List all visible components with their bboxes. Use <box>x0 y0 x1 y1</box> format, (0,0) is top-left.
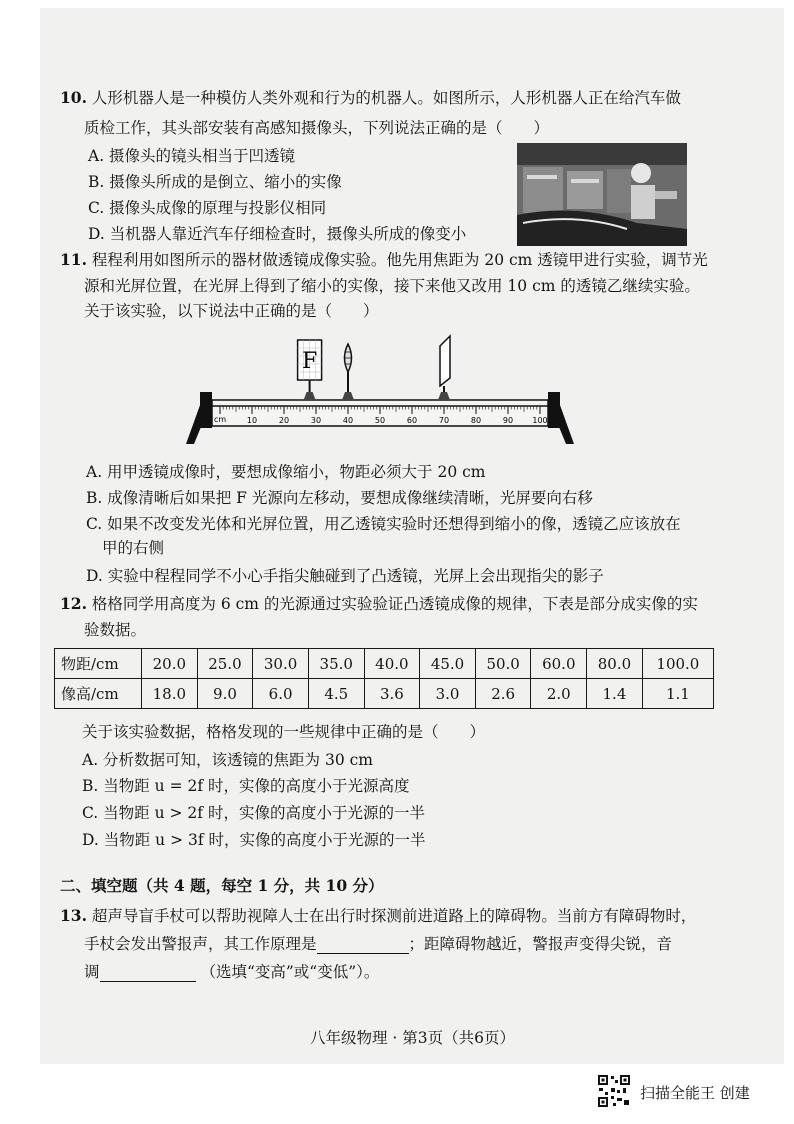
ruler-tick-label: 90 <box>502 416 514 425</box>
table-cell: 45.0 <box>420 649 476 679</box>
section-2-title: 二、填空题（共 4 题，每空 1 分，共 10 分） <box>60 876 384 895</box>
ruler-tick-label: 100 <box>532 416 548 425</box>
ruler-tick-label: 10 <box>246 416 258 425</box>
q11-stem-line2: 源和光屏位置，在光屏上得到了缩小的实像，接下来他又改用 10 cm 的透镜乙继续实验。 <box>84 277 700 295</box>
q12-option-a: A. 分析数据可知，该透镜的焦距为 30 cm <box>82 751 374 769</box>
table-row-object-distance <box>55 649 714 679</box>
q13-stem-line3 <box>84 962 379 982</box>
q11-number: 11. <box>60 250 87 269</box>
q12-option-c: C. 当物距 u > 2f 时，实像的高度小于光源的一半 <box>82 804 425 822</box>
q13-blank-1[interactable] <box>317 937 409 954</box>
ruler-tick-label: 50 <box>374 416 386 425</box>
q13-text-2b: ；距障碍物越近，警报声变得尖锐，音 <box>408 935 673 953</box>
q13-text-3b: （选填“变高”或“变低”）。 <box>200 963 380 981</box>
table-header-object-distance: 物距/cm <box>55 649 142 679</box>
table-cell: 3.6 <box>364 679 420 709</box>
q13-number: 13. <box>60 906 87 925</box>
q12-stem-line3: 关于该实验数据，格格发现的一些规律中正确的是（ ） <box>82 723 486 741</box>
q13-stem-text1: 超声导盲手杖可以帮助视障人士在出行时探测前进道路上的障碍物。当前方有障碍物时， <box>91 907 697 925</box>
table-cell: 3.0 <box>420 679 476 709</box>
q11-option-d: D. 实验中程程同学不小心手指尖触碰到了凸透镜，光屏上会出现指尖的影子 <box>86 567 604 585</box>
robot-inspection-photo <box>517 143 687 246</box>
q13-text-2a: 手杖会发出警报声，其工作原理是 <box>84 935 317 953</box>
q11-option-b: B. 成像清晰后如果把 F 光源向左移动，要想成像继续清晰，光屏要向右移 <box>86 489 593 507</box>
q10-stem-text1: 人形机器人是一种模仿人类外观和行为的机器人。如图所示，人形机器人正在给汽车做 <box>91 89 681 107</box>
light-source-holder <box>304 392 316 400</box>
ruler-tick-label: 20 <box>278 416 290 425</box>
scanner-brand-label: 扫描全能王 创建 <box>640 1084 750 1102</box>
f-light-source <box>298 340 322 400</box>
table-cell: 18.0 <box>142 679 198 709</box>
table-cell: 100.0 <box>642 649 713 679</box>
light-screen <box>438 336 450 400</box>
ruler-tick-label: 60 <box>406 416 418 425</box>
q11-stem-line3: 关于该实验，以下说法中正确的是（ ） <box>84 302 379 320</box>
q11-option-c-cont: 甲的右侧 <box>102 539 165 557</box>
optical-bench-svg <box>180 334 580 446</box>
q12-stem-line2: 验数据。 <box>84 621 147 639</box>
qr-code-icon <box>597 1074 631 1108</box>
table-cell: 1.1 <box>642 679 713 709</box>
table-header-image-height: 像高/cm <box>55 679 142 709</box>
ruler-tick-label: 30 <box>310 416 322 425</box>
table-cell: 2.0 <box>531 679 587 709</box>
screen-panel <box>440 336 450 386</box>
convex-lens <box>342 344 354 400</box>
q12-data-table <box>54 648 714 709</box>
screen-holder <box>438 392 450 400</box>
q12-stem-line1 <box>60 594 698 614</box>
table-cell: 2.6 <box>475 679 531 709</box>
q10-stem-line1 <box>60 88 681 108</box>
ruler-tick-label: 40 <box>342 416 354 425</box>
q11-stem-text1: 程程利用如图所示的器材做透镜成像实验。他先用焦距为 20 cm 透镜甲进行实验，调节光 <box>91 251 708 269</box>
q13-stem-line1 <box>60 906 696 926</box>
table-cell: 4.5 <box>308 679 364 709</box>
table-cell: 9.0 <box>197 679 253 709</box>
page-footer: 八年级物理 · 第3页（共6页） <box>310 1029 516 1047</box>
table-cell: 40.0 <box>364 649 420 679</box>
ruler-left-cap <box>200 392 212 428</box>
optical-bench-diagram <box>180 334 580 446</box>
q10-number: 10. <box>60 88 87 107</box>
q11-stem-line1 <box>60 250 708 270</box>
table-cell: 60.0 <box>531 649 587 679</box>
q10-option-d: D. 当机器人靠近汽车仔细检查时，摄像头所成的像变小 <box>88 225 467 243</box>
table-cell: 50.0 <box>475 649 531 679</box>
table-cell: 6.0 <box>253 679 309 709</box>
table-cell: 80.0 <box>587 649 643 679</box>
ruler-tick-label: 70 <box>438 416 450 425</box>
q12-option-d: D. 当物距 u > 3f 时，实像的高度小于光源的一半 <box>82 831 426 849</box>
q13-text-3a: 调 <box>84 963 100 981</box>
q10-stem-line2: 质检工作，其头部安装有高感知摄像头，下列说法正确的是（ ） <box>84 119 550 137</box>
q10-option-a: A. 摄像头的镜头相当于凹透镜 <box>88 147 296 165</box>
q12-option-b: B. 当物距 u = 2f 时，实像的高度小于光源高度 <box>82 777 410 795</box>
q13-stem-line2 <box>84 934 672 954</box>
q13-blank-2[interactable] <box>100 965 196 982</box>
table-cell: 1.4 <box>587 679 643 709</box>
light-source-letter: F <box>301 349 318 374</box>
table-cell: 35.0 <box>308 649 364 679</box>
q11-option-c: C. 如果不改变发光体和光屏位置，用乙透镜实验时还想得到缩小的像，透镜乙应该放在 <box>86 515 681 533</box>
q10-option-c: C. 摄像头成像的原理与投影仪相同 <box>88 199 327 217</box>
q10-option-b: B. 摄像头所成的是倒立、缩小的实像 <box>88 173 342 191</box>
q12-number: 12. <box>60 594 87 613</box>
table-row-image-height <box>55 679 714 709</box>
table-cell: 20.0 <box>142 649 198 679</box>
ruler-unit-label: cm <box>214 415 227 424</box>
ruler-tick-label: 80 <box>470 416 482 425</box>
ruler-right-cap <box>548 392 560 428</box>
table-cell: 25.0 <box>197 649 253 679</box>
table-cell: 30.0 <box>253 649 309 679</box>
q11-option-a: A. 用甲透镜成像时，要想成像缩小，物距必须大于 20 cm <box>86 463 486 481</box>
lens-holder <box>342 392 354 400</box>
q12-stem-text1: 格格同学用高度为 6 cm 的光源通过实验验证凸透镜成像的规律，下表是部分成实像的实 <box>91 595 698 613</box>
